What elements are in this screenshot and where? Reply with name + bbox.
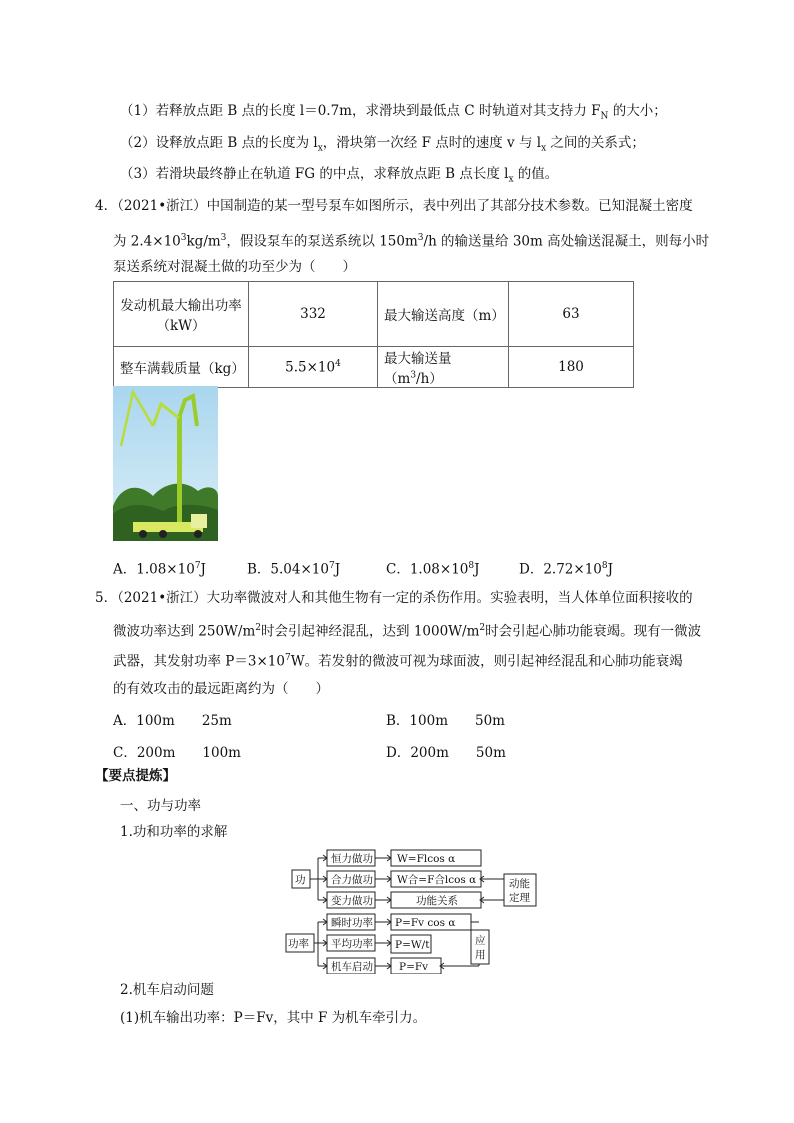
item-title: 1.功和功率的求解 [120, 824, 228, 840]
pump-truck-photo [113, 386, 218, 541]
table-cell: $5.5\times 10^4$ [249, 347, 378, 388]
item-title: 2.机车启动问题 [120, 982, 214, 998]
item-text: (1)机车输出功率：P＝Fv，其中 F 为机车牵引力。 [120, 1010, 427, 1026]
sub-question-3: （3）若滑块最终静止在轨道 FG 的中点，求释放点距 B 点长度 $l_x$ 的值。 [120, 166, 559, 185]
formula-1: W=Flcos α [397, 853, 456, 865]
option-d[interactable]: D．200m 50m [386, 745, 506, 761]
table-row [114, 282, 634, 347]
table-cell: 发动机最大输出功率（kW） [114, 282, 249, 347]
section-title: 一、功与功率 [120, 798, 201, 814]
option-b[interactable]: B．100m 50m [386, 713, 505, 729]
problem-5-stem-line1: 5．（2021•浙江）大功率微波对人和其他生物有一定的杀伤作用。实验表明，当人体单位面积接收的 [95, 590, 693, 606]
table-cell: 63 [509, 282, 634, 347]
power-label: 功率 [288, 938, 309, 950]
formula-5: P=W/t [395, 939, 430, 951]
net-force-label: 合力做功 [331, 874, 373, 886]
formula-6: P=Fv [399, 961, 429, 973]
option-a[interactable]: A．$1.08\times 10^7J$ [113, 561, 206, 578]
option-c[interactable]: C．200m 100m [113, 745, 241, 761]
kinetic-label-2: 定理 [509, 892, 530, 904]
problem-4-stem-line1: 4．（2021•浙江）中国制造的某一型号泵车如图所示，表中列出了其部分技术参数。已知混凝土密度 [95, 198, 693, 214]
problem-4-stem-line2: 为 $2.4\times 10^3kg/m^3$，假设泵车的泵送系统以 $150m^3/h$ 的输送量给 30m 高处输送混凝土，则每小时 [113, 233, 710, 250]
table-cell: 整车满载质量（kg） [114, 347, 249, 388]
problem-5-stem-line4: 的有效攻击的最远距离约为（ ） [113, 681, 329, 697]
problem-5-stem-line2: 微波功率达到 $250W/m^2$时会引起神经混乱，达到 $1000W/m^2$时会引起心肺功能衰竭。现有一微波 [113, 623, 702, 640]
application-label-2: 用 [475, 949, 486, 961]
table-cell: 180 [509, 347, 634, 388]
option-a[interactable]: A．100m 25m [113, 713, 232, 729]
sub-question-1: （1）若释放点距 B 点的长度 l＝0.7m，求滑块到最低点 C 时轨道对其支持力 $F_N$ 的大小； [120, 103, 667, 122]
problem-4-stem-line3: 泵送系统对混凝土做的功至少为（ ） [113, 259, 356, 275]
formula-2: W合=F合lcos α [397, 874, 477, 886]
table-cell: 最大输送量$(m^3/h)$ [378, 347, 509, 388]
work-power-diagram [284, 846, 544, 974]
option-b[interactable]: B．$5.04\times 10^7J$ [247, 561, 341, 578]
formula-4: P=Fv cos α [395, 917, 456, 929]
spec-table [113, 281, 634, 388]
constant-force-label: 恒力做功 [331, 853, 373, 865]
option-c[interactable]: C．$1.08\times 10^8J$ [386, 561, 480, 578]
engine-start-label: 机车启动 [331, 961, 373, 973]
application-label-1: 应 [475, 935, 486, 947]
average-power-label: 平均功率 [331, 938, 373, 950]
table-cell: 最大输送高度（m） [378, 282, 509, 347]
kinetic-label-1: 动能 [509, 878, 530, 890]
table-cell: 332 [249, 282, 378, 347]
formula-3: 功能关系 [416, 895, 458, 907]
sub-question-2: （2）设释放点距 B 点的长度为 $l_x$，滑块第一次经 F 点时的速度 v 与 $l_x$ 之间的关系式； [120, 135, 645, 154]
variable-force-label: 变力做功 [331, 895, 373, 907]
option-d[interactable]: D．$2.72\times 10^8J$ [519, 561, 614, 578]
instant-power-label: 瞬时功率 [331, 917, 373, 929]
work-label: 功 [295, 874, 306, 886]
table-row [114, 347, 634, 388]
problem-5-stem-line3: 武器，其发射功率 $P=3\times 10^7W$。若发射的微波可视为球面波，则引起神经混乱和心肺功能衰竭 [113, 653, 683, 670]
section-header: 【要点提炼】 [95, 768, 176, 784]
